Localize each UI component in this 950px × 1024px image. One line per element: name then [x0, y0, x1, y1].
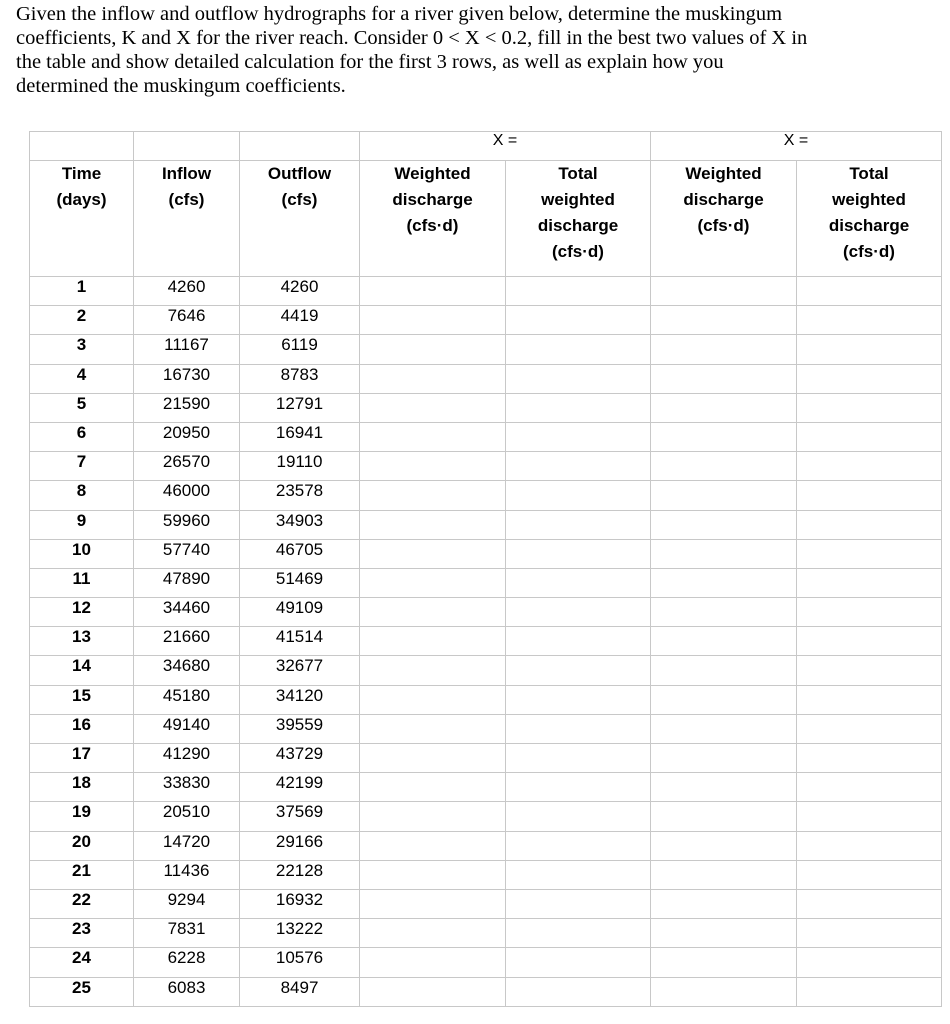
- time-cell: 4: [30, 364, 134, 393]
- weighted-discharge-cell[interactable]: [360, 277, 506, 306]
- outflow-cell: 8783: [240, 364, 360, 393]
- time-cell: 8: [30, 481, 134, 510]
- table-row: [30, 889, 942, 918]
- group-header-row: [30, 132, 942, 161]
- weighted-discharge-cell[interactable]: [360, 889, 506, 918]
- outflow-cell: 12791: [240, 393, 360, 422]
- weighted-discharge-cell[interactable]: [360, 393, 506, 422]
- table-row: [30, 919, 942, 948]
- time-cell: 3: [30, 335, 134, 364]
- inflow-cell: 20510: [134, 802, 240, 831]
- question-line: Given the inflow and outflow hydrographs for a river given below, determine the muskingum: [16, 3, 783, 25]
- weighted-discharge-cell[interactable]: [651, 335, 797, 364]
- question-text: [16, 2, 941, 98]
- table-row: [30, 831, 942, 860]
- time-cell: 16: [30, 714, 134, 743]
- weighted-discharge-cell[interactable]: [360, 627, 506, 656]
- outflow-cell: 49109: [240, 598, 360, 627]
- total-weighted-discharge-cell[interactable]: [506, 802, 651, 831]
- outflow-cell: 13222: [240, 919, 360, 948]
- total-weighted-discharge-cell[interactable]: [506, 977, 651, 1006]
- total-weighted-discharge-cell[interactable]: [797, 335, 942, 364]
- total-weighted-discharge-cell[interactable]: [797, 598, 942, 627]
- table-row: [30, 568, 942, 597]
- table-row: [30, 977, 942, 1006]
- table-row: [30, 306, 942, 335]
- total-weighted-discharge-cell[interactable]: [506, 277, 651, 306]
- weighted-discharge-cell[interactable]: [651, 277, 797, 306]
- blank-cell: [134, 132, 240, 161]
- weighted-discharge-cell[interactable]: [360, 744, 506, 773]
- table-row: [30, 627, 942, 656]
- header-time: Time (days): [30, 161, 134, 277]
- time-cell: 25: [30, 977, 134, 1006]
- inflow-cell: 57740: [134, 539, 240, 568]
- table-row: [30, 744, 942, 773]
- inflow-cell: 49140: [134, 714, 240, 743]
- total-weighted-discharge-cell[interactable]: [797, 744, 942, 773]
- table-row: [30, 802, 942, 831]
- outflow-cell: 16941: [240, 422, 360, 451]
- total-weighted-discharge-cell[interactable]: [506, 452, 651, 481]
- weighted-discharge-cell[interactable]: [651, 539, 797, 568]
- weighted-discharge-cell[interactable]: [360, 977, 506, 1006]
- weighted-discharge-cell[interactable]: [360, 773, 506, 802]
- weighted-discharge-cell[interactable]: [651, 889, 797, 918]
- inflow-cell: 9294: [134, 889, 240, 918]
- total-weighted-discharge-cell[interactable]: [506, 919, 651, 948]
- outflow-cell: 41514: [240, 627, 360, 656]
- total-weighted-discharge-cell[interactable]: [797, 481, 942, 510]
- weighted-discharge-cell[interactable]: [360, 948, 506, 977]
- total-weighted-discharge-cell[interactable]: [797, 831, 942, 860]
- weighted-discharge-cell[interactable]: [360, 598, 506, 627]
- weighted-discharge-cell[interactable]: [360, 685, 506, 714]
- time-cell: 12: [30, 598, 134, 627]
- outflow-cell: 43729: [240, 744, 360, 773]
- total-weighted-discharge-cell[interactable]: [797, 977, 942, 1006]
- inflow-cell: 59960: [134, 510, 240, 539]
- total-weighted-discharge-cell[interactable]: [506, 714, 651, 743]
- total-weighted-discharge-cell[interactable]: [506, 831, 651, 860]
- outflow-cell: 42199: [240, 773, 360, 802]
- outflow-cell: 4419: [240, 306, 360, 335]
- time-cell: 1: [30, 277, 134, 306]
- weighted-discharge-cell[interactable]: [651, 568, 797, 597]
- weighted-discharge-cell[interactable]: [651, 627, 797, 656]
- table-row: [30, 393, 942, 422]
- outflow-cell: 8497: [240, 977, 360, 1006]
- header-weighted-discharge-2: Weighted discharge (cfs·d): [651, 161, 797, 277]
- header-total-weighted-discharge-2: Total weighted discharge (cfs·d): [797, 161, 942, 277]
- weighted-discharge-cell[interactable]: [360, 831, 506, 860]
- total-weighted-discharge-cell[interactable]: [797, 685, 942, 714]
- total-weighted-discharge-cell[interactable]: [797, 306, 942, 335]
- column-header-row: [30, 161, 942, 277]
- weighted-discharge-cell[interactable]: [651, 481, 797, 510]
- inflow-cell: 34460: [134, 598, 240, 627]
- total-weighted-discharge-cell[interactable]: [506, 364, 651, 393]
- time-cell: 19: [30, 802, 134, 831]
- time-cell: 5: [30, 393, 134, 422]
- outflow-cell: 32677: [240, 656, 360, 685]
- total-weighted-discharge-cell[interactable]: [506, 773, 651, 802]
- total-weighted-discharge-cell[interactable]: [506, 306, 651, 335]
- weighted-discharge-cell[interactable]: [651, 598, 797, 627]
- total-weighted-discharge-cell[interactable]: [797, 568, 942, 597]
- weighted-discharge-cell[interactable]: [651, 948, 797, 977]
- total-weighted-discharge-cell[interactable]: [506, 685, 651, 714]
- total-weighted-discharge-cell[interactable]: [797, 889, 942, 918]
- hydrograph-table: [29, 131, 942, 1007]
- inflow-cell: 21660: [134, 627, 240, 656]
- time-cell: 14: [30, 656, 134, 685]
- weighted-discharge-cell[interactable]: [651, 452, 797, 481]
- weighted-discharge-cell[interactable]: [360, 364, 506, 393]
- total-weighted-discharge-cell[interactable]: [506, 889, 651, 918]
- weighted-discharge-cell[interactable]: [651, 510, 797, 539]
- inflow-cell: 41290: [134, 744, 240, 773]
- total-weighted-discharge-cell[interactable]: [506, 335, 651, 364]
- time-cell: 6: [30, 422, 134, 451]
- weighted-discharge-cell[interactable]: [360, 860, 506, 889]
- weighted-discharge-cell[interactable]: [651, 744, 797, 773]
- total-weighted-discharge-cell[interactable]: [506, 860, 651, 889]
- weighted-discharge-cell[interactable]: [360, 714, 506, 743]
- table-row: [30, 539, 942, 568]
- total-weighted-discharge-cell[interactable]: [506, 422, 651, 451]
- inflow-cell: 14720: [134, 831, 240, 860]
- outflow-cell: 4260: [240, 277, 360, 306]
- table-row: [30, 422, 942, 451]
- total-weighted-discharge-cell[interactable]: [797, 277, 942, 306]
- total-weighted-discharge-cell[interactable]: [506, 627, 651, 656]
- total-weighted-discharge-cell[interactable]: [797, 860, 942, 889]
- weighted-discharge-cell[interactable]: [651, 364, 797, 393]
- outflow-cell: 34120: [240, 685, 360, 714]
- header-total-weighted-discharge-1: Total weighted discharge (cfs·d): [506, 161, 651, 277]
- inflow-cell: 45180: [134, 685, 240, 714]
- outflow-cell: 6119: [240, 335, 360, 364]
- table-row: [30, 685, 942, 714]
- outflow-cell: 22128: [240, 860, 360, 889]
- header-weighted-discharge-1: Weighted discharge (cfs·d): [360, 161, 506, 277]
- time-cell: 20: [30, 831, 134, 860]
- inflow-cell: 20950: [134, 422, 240, 451]
- weighted-discharge-cell[interactable]: [651, 714, 797, 743]
- weighted-discharge-cell[interactable]: [360, 656, 506, 685]
- outflow-cell: 29166: [240, 831, 360, 860]
- weighted-discharge-cell[interactable]: [651, 656, 797, 685]
- inflow-cell: 6228: [134, 948, 240, 977]
- outflow-cell: 23578: [240, 481, 360, 510]
- total-weighted-discharge-cell[interactable]: [797, 714, 942, 743]
- inflow-cell: 6083: [134, 977, 240, 1006]
- question-line: the table and show detailed calculation for the first 3 rows, as well as explain how you: [16, 51, 724, 73]
- time-cell: 24: [30, 948, 134, 977]
- weighted-discharge-cell[interactable]: [360, 422, 506, 451]
- time-cell: 21: [30, 860, 134, 889]
- total-weighted-discharge-cell[interactable]: [506, 393, 651, 422]
- weighted-discharge-cell[interactable]: [360, 452, 506, 481]
- time-cell: 18: [30, 773, 134, 802]
- outflow-cell: 37569: [240, 802, 360, 831]
- weighted-discharge-cell[interactable]: [360, 539, 506, 568]
- inflow-cell: 47890: [134, 568, 240, 597]
- weighted-discharge-cell[interactable]: [651, 773, 797, 802]
- total-weighted-discharge-cell[interactable]: [506, 598, 651, 627]
- time-cell: 17: [30, 744, 134, 773]
- weighted-discharge-cell[interactable]: [651, 831, 797, 860]
- weighted-discharge-cell[interactable]: [651, 393, 797, 422]
- inflow-cell: 16730: [134, 364, 240, 393]
- time-cell: 10: [30, 539, 134, 568]
- weighted-discharge-cell[interactable]: [360, 919, 506, 948]
- outflow-cell: 34903: [240, 510, 360, 539]
- time-cell: 22: [30, 889, 134, 918]
- weighted-discharge-cell[interactable]: [651, 685, 797, 714]
- inflow-cell: 11167: [134, 335, 240, 364]
- table-row: [30, 656, 942, 685]
- total-weighted-discharge-cell[interactable]: [506, 510, 651, 539]
- time-cell: 11: [30, 568, 134, 597]
- total-weighted-discharge-cell[interactable]: [797, 656, 942, 685]
- weighted-discharge-cell[interactable]: [651, 977, 797, 1006]
- question-line: coefficients, K and X for the river reach. Consider 0 < X < 0.2, fill in the best two values of X in: [16, 27, 808, 49]
- weighted-discharge-cell[interactable]: [360, 802, 506, 831]
- time-cell: 13: [30, 627, 134, 656]
- weighted-discharge-cell[interactable]: [651, 919, 797, 948]
- total-weighted-discharge-cell[interactable]: [797, 422, 942, 451]
- weighted-discharge-cell[interactable]: [651, 802, 797, 831]
- table-row: [30, 714, 942, 743]
- x-value-label-1: X =: [360, 132, 651, 161]
- total-weighted-discharge-cell[interactable]: [506, 539, 651, 568]
- inflow-cell: 4260: [134, 277, 240, 306]
- question-line: determined the muskingum coefficients.: [16, 75, 346, 97]
- weighted-discharge-cell[interactable]: [360, 481, 506, 510]
- x-value-label-2: X =: [651, 132, 942, 161]
- total-weighted-discharge-cell[interactable]: [797, 948, 942, 977]
- time-cell: 7: [30, 452, 134, 481]
- time-cell: 2: [30, 306, 134, 335]
- total-weighted-discharge-cell[interactable]: [797, 452, 942, 481]
- outflow-cell: 51469: [240, 568, 360, 597]
- outflow-cell: 39559: [240, 714, 360, 743]
- weighted-discharge-cell[interactable]: [360, 306, 506, 335]
- weighted-discharge-cell[interactable]: [360, 510, 506, 539]
- weighted-discharge-cell[interactable]: [651, 306, 797, 335]
- table-row: [30, 481, 942, 510]
- total-weighted-discharge-cell[interactable]: [797, 364, 942, 393]
- time-cell: 23: [30, 919, 134, 948]
- table-row: [30, 277, 942, 306]
- header-outflow: Outflow (cfs): [240, 161, 360, 277]
- weighted-discharge-cell[interactable]: [651, 422, 797, 451]
- inflow-cell: 33830: [134, 773, 240, 802]
- outflow-cell: 10576: [240, 948, 360, 977]
- table-row: [30, 773, 942, 802]
- inflow-cell: 7646: [134, 306, 240, 335]
- total-weighted-discharge-cell[interactable]: [797, 802, 942, 831]
- table-row: [30, 860, 942, 889]
- inflow-cell: 11436: [134, 860, 240, 889]
- total-weighted-discharge-cell[interactable]: [797, 919, 942, 948]
- total-weighted-discharge-cell[interactable]: [797, 773, 942, 802]
- total-weighted-discharge-cell[interactable]: [506, 568, 651, 597]
- inflow-cell: 7831: [134, 919, 240, 948]
- blank-cell: [30, 132, 134, 161]
- total-weighted-discharge-cell[interactable]: [506, 948, 651, 977]
- inflow-cell: 46000: [134, 481, 240, 510]
- total-weighted-discharge-cell[interactable]: [797, 627, 942, 656]
- inflow-cell: 21590: [134, 393, 240, 422]
- inflow-cell: 34680: [134, 656, 240, 685]
- total-weighted-discharge-cell[interactable]: [506, 481, 651, 510]
- total-weighted-discharge-cell[interactable]: [797, 539, 942, 568]
- outflow-cell: 16932: [240, 889, 360, 918]
- weighted-discharge-cell[interactable]: [360, 335, 506, 364]
- table-row: [30, 335, 942, 364]
- table-row: [30, 510, 942, 539]
- table-row: [30, 452, 942, 481]
- table-row: [30, 364, 942, 393]
- total-weighted-discharge-cell[interactable]: [506, 744, 651, 773]
- outflow-cell: 19110: [240, 452, 360, 481]
- time-cell: 15: [30, 685, 134, 714]
- weighted-discharge-cell[interactable]: [651, 860, 797, 889]
- weighted-discharge-cell[interactable]: [360, 568, 506, 597]
- table-row: [30, 948, 942, 977]
- blank-cell: [240, 132, 360, 161]
- total-weighted-discharge-cell[interactable]: [797, 510, 942, 539]
- total-weighted-discharge-cell[interactable]: [506, 656, 651, 685]
- total-weighted-discharge-cell[interactable]: [797, 393, 942, 422]
- table-row: [30, 598, 942, 627]
- time-cell: 9: [30, 510, 134, 539]
- header-inflow: Inflow (cfs): [134, 161, 240, 277]
- inflow-cell: 26570: [134, 452, 240, 481]
- outflow-cell: 46705: [240, 539, 360, 568]
